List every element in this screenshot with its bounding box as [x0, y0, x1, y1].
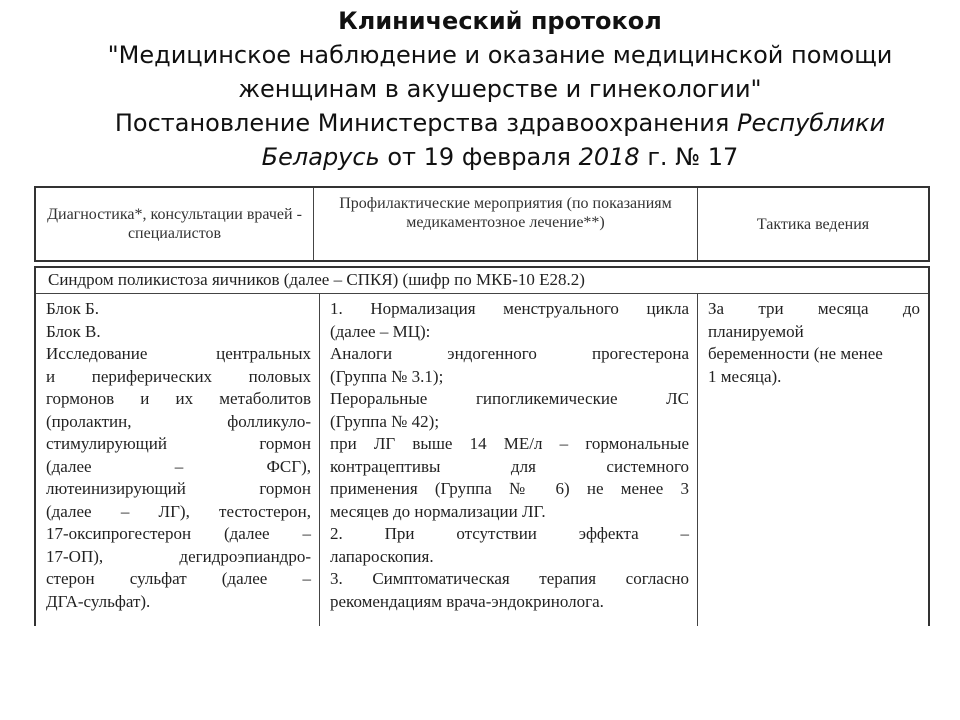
cell-line: 17-ОП), дегидроэпиандро- — [46, 546, 311, 566]
cell-line: (далее – МЦ): — [330, 321, 431, 341]
cell-line: (далее – ЛГ), тестостерон, — [46, 501, 311, 521]
cell-prevention — [320, 294, 698, 626]
slide-title: Клинический протокол — [338, 7, 662, 35]
cell-line: рекомендациям врача-эндокринолога. — [330, 591, 604, 611]
header-cell-diagnostics: Диагностика*, консультации врачей - специалистов — [36, 188, 314, 260]
cell-line: ДГА-сульфат). — [46, 591, 151, 611]
cell-line: Блок В. — [46, 321, 101, 341]
decree-line-2 — [60, 140, 940, 174]
table-body — [34, 266, 930, 626]
cell-line: Блок Б. — [46, 299, 100, 318]
table-row — [36, 294, 928, 626]
cell-line: Пероральные гипогликемические ЛС — [330, 389, 689, 408]
cell-line: применения (Группа № 6) не менее 3 — [330, 479, 689, 498]
cell-line: (Группа № 3.1); — [330, 366, 444, 386]
cell-line: контрацептивы для системного — [330, 456, 689, 476]
decree-italic-3: 2018 — [578, 143, 640, 171]
cell-line: месяцев до нормализации ЛГ. — [330, 501, 546, 521]
cell-line: беременности (не менее — [708, 344, 883, 363]
decree-text-1: Постановление Министерства здравоохранения — [114, 109, 737, 137]
cell-line: Исследование центральных — [46, 344, 311, 363]
table-header — [34, 186, 930, 262]
slide-header — [60, 4, 940, 174]
protocol-name-line-1: "Медицинское наблюдение и оказание медицинской помощи — [107, 41, 893, 69]
syndrome-row: Синдром поликистоза яичников (далее – СПКЯ) (шифр по МКБ-10 E28.2) — [36, 268, 928, 294]
decree-italic-1: Республики — [736, 109, 886, 137]
cell-line: (далее – ФСГ), — [46, 456, 311, 476]
decree-text-2: от 19 февраля — [379, 143, 579, 171]
cell-line: 1 месяца). — [708, 366, 782, 386]
decree-italic-2: Беларусь — [261, 143, 380, 171]
header-cell-tactics: Тактика ведения — [756, 215, 870, 233]
cell-line: при ЛГ выше 14 МЕ/л – гормональные — [330, 434, 689, 453]
decree-line-1 — [60, 106, 940, 140]
cell-line: (Группа № 42); — [330, 411, 440, 431]
decree-text-3: г. № 17 — [639, 143, 739, 171]
cell-tactics — [698, 294, 928, 626]
cell-line: лютеинизирующий гормон — [46, 479, 311, 498]
cell-line: За три месяца до — [708, 299, 920, 318]
cell-diagnostics — [36, 294, 320, 626]
cell-line: 3. Симптоматическая терапия согласно — [330, 569, 689, 588]
header-cell-prevention: Профилактические мероприятия (по показаниям медикаментозное лечение**) — [314, 188, 698, 260]
protocol-name-line-2: женщинам в акушерстве и гинекологии" — [238, 75, 762, 103]
cell-line: 1. Нормализация менструального цикла — [330, 299, 689, 318]
cell-line: лапароскопия. — [330, 546, 434, 566]
cell-line: планируемой — [708, 321, 804, 341]
cell-line: и периферических половых — [46, 366, 311, 386]
cell-line: стерон сульфат (далее – — [46, 569, 311, 588]
cell-line: 2. При отсутствии эффекта – — [330, 524, 689, 543]
cell-line: стимулирующий гормон — [46, 434, 311, 453]
cell-line: гормонов и их метаболитов — [46, 389, 311, 408]
cell-line: Аналоги эндогенного прогестерона — [330, 344, 689, 363]
cell-line: 17-оксипрогестерон (далее – — [46, 524, 311, 543]
cell-line: (пролактин, фолликуло- — [46, 411, 311, 431]
